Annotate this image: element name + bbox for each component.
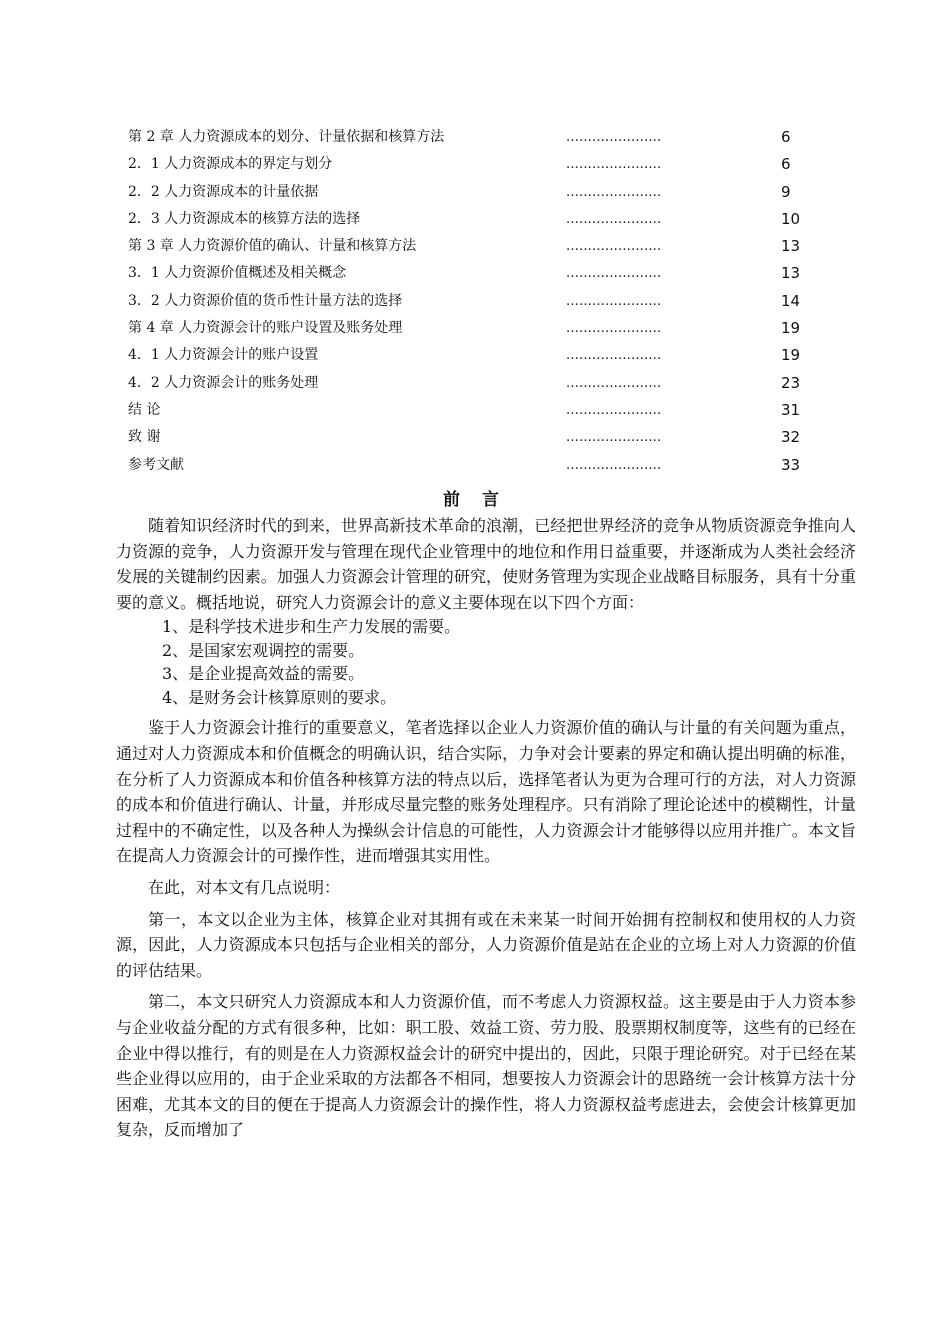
- toc-entry[interactable]: [128, 452, 828, 479]
- toc-entry-page: 14: [781, 291, 801, 310]
- preface-list-item: 1、是科学技术进步和生产力发展的需要。: [162, 617, 461, 637]
- toc-entry-title: 第 3 章 人力资源价值的确认、计量和核算方法: [128, 238, 417, 255]
- toc-entry[interactable]: [128, 179, 828, 206]
- preface-paragraph: 第二，本文只研究人力资源成本和人力资源价值，而不考虑人力资源权益。这主要是由于人力资本参与企业收益分配的方式有很多种，比如：职工股、效益工资、劳力股、股票期权制度等，这些有的已经在企业中得以推行，有的则是在人力资源权益会计的研究中提出的，因此，只限于理论研究。对于已经在某些企业得以应用的，由于企业采取的方法都各不相同，想要按人力资源会计的思路统一会计核算方法十分困难，尤其本文的目的便在于提高人力资源会计的操作性，将人力资源权益考虑进去，会使会计核算更加复杂，反而增加了: [116, 992, 856, 1140]
- toc-entry-title: 参考文献: [128, 456, 184, 473]
- toc-entry-page: 13: [781, 237, 801, 256]
- toc-entry[interactable]: [128, 206, 828, 233]
- toc-leader-dots: ......................: [566, 184, 662, 200]
- toc-entry-page: 32: [781, 428, 801, 447]
- toc-entry[interactable]: [128, 315, 828, 342]
- toc-entry[interactable]: [128, 124, 828, 151]
- toc-leader-dots: ......................: [566, 293, 662, 309]
- preface-paragraph: 第一，本文以企业为主体，核算企业对其拥有或在未来某一时间开始拥有控制权和使用权的人力资源，因此，人力资源成本只包括与企业相关的部分，人力资源价值是站在企业的立场上对人力资源的价值的评估结果。: [116, 909, 856, 980]
- toc-entry[interactable]: [128, 370, 828, 397]
- toc-entry-page: 19: [781, 319, 801, 338]
- toc-entry-title: 4．1 人力资源会计的账户设置: [128, 347, 319, 364]
- toc-leader-dots: ......................: [566, 239, 662, 255]
- toc-entry-page: 9: [781, 182, 791, 201]
- toc-entry-title: 结 论: [128, 401, 161, 418]
- toc-leader-dots: ......................: [566, 430, 662, 446]
- toc-entry-title: 第 4 章 人力资源会计的账户设置及账务处理: [128, 320, 403, 337]
- toc-leader-dots: ......................: [566, 266, 662, 282]
- toc-entry-title: 2．2 人力资源成本的计量依据: [128, 183, 319, 200]
- preface-paragraph: 随着知识经济时代的到来，世界高新技术革命的浪潮，已经把世界经济的竞争从物质资源竞争推向人力资源的竞争，人力资源开发与管理在现代企业管理中的地位和作用日益重要，并逐渐成为人类社会经济发展的关键制约因素。加强人力资源会计管理的研究，使财务管理为实现企业战略目标服务，具有十分重要的意义。概括地说，研究人力资源会计的意义主要体现在以下四个方面：: [116, 516, 856, 612]
- toc-entry[interactable]: [128, 424, 828, 451]
- toc-entry[interactable]: [128, 260, 828, 287]
- preface-paragraph: 鉴于人力资源会计推行的重要意义，笔者选择以企业人力资源价值的确认与计量的有关问题为重点，通过对人力资源成本和价值概念的明确认识，结合实际，力争对会计要素的界定和确认提出明确的标准，在分析了人力资源成本和价值各种核算方法的特点以后，选择笔者认为更为合理可行的方法，对人力资源的成本和价值进行确认、计量，并形成尽量完整的账务处理程序。只有消除了理论论述中的模糊性，计量过程中的不确定性，以及各种人为操纵会计信息的可能性，人力资源会计才能够得以应用并推广。本文旨在提高人力资源会计的可操作性，进而增强其实用性。: [116, 718, 856, 866]
- toc-entry-title: 第 2 章 人力资源成本的划分、计量依据和核算方法: [128, 129, 445, 145]
- toc-entry-page: 33: [781, 455, 801, 474]
- toc-leader-dots: ......................: [566, 321, 662, 337]
- toc-entry[interactable]: [128, 288, 828, 315]
- toc-entry-page: 6: [781, 155, 791, 174]
- toc-leader-dots: ......................: [566, 375, 662, 391]
- toc-entry-page: 10: [781, 209, 801, 228]
- preface-list-item: 2、是国家宏观调控的需要。: [162, 640, 365, 660]
- toc-leader-dots: ......................: [566, 157, 662, 173]
- toc-entry[interactable]: [128, 151, 828, 178]
- toc-leader-dots: ......................: [566, 457, 662, 473]
- table-of-contents: [128, 124, 828, 479]
- toc-entry-page: 23: [781, 373, 801, 392]
- toc-entry-title: 3．2 人力资源价值的货币性计量方法的选择: [128, 292, 403, 309]
- preface-list-item: 4、是财务会计核算原则的要求。: [162, 687, 397, 707]
- toc-entry[interactable]: [128, 342, 828, 369]
- toc-entry[interactable]: [128, 233, 828, 260]
- toc-entry-page: 6: [781, 128, 791, 146]
- toc-leader-dots: ......................: [566, 130, 662, 145]
- toc-entry-title: 4．2 人力资源会计的账务处理: [128, 374, 319, 391]
- preface-paragraph: 在此，对本文有几点说明：: [148, 877, 341, 897]
- preface-list-item: 3、是企业提高效益的需要。: [162, 664, 365, 684]
- toc-entry[interactable]: [128, 397, 828, 424]
- toc-entry-title: 2．1 人力资源成本的界定与划分: [128, 156, 333, 173]
- toc-leader-dots: ......................: [566, 402, 662, 418]
- toc-entry-title: 3．1 人力资源价值概述及相关概念: [128, 265, 347, 282]
- toc-entry-page: 13: [781, 264, 801, 283]
- toc-entry-page: 19: [781, 346, 801, 365]
- toc-leader-dots: ......................: [566, 211, 662, 227]
- preface-body: [116, 513, 856, 1143]
- toc-leader-dots: ......................: [566, 348, 662, 364]
- toc-entry-title: 致 谢: [128, 429, 161, 446]
- preface-heading: 前 言: [443, 490, 507, 510]
- toc-entry-page: 31: [781, 400, 801, 419]
- toc-entry-title: 2．3 人力资源成本的核算方法的选择: [128, 210, 361, 227]
